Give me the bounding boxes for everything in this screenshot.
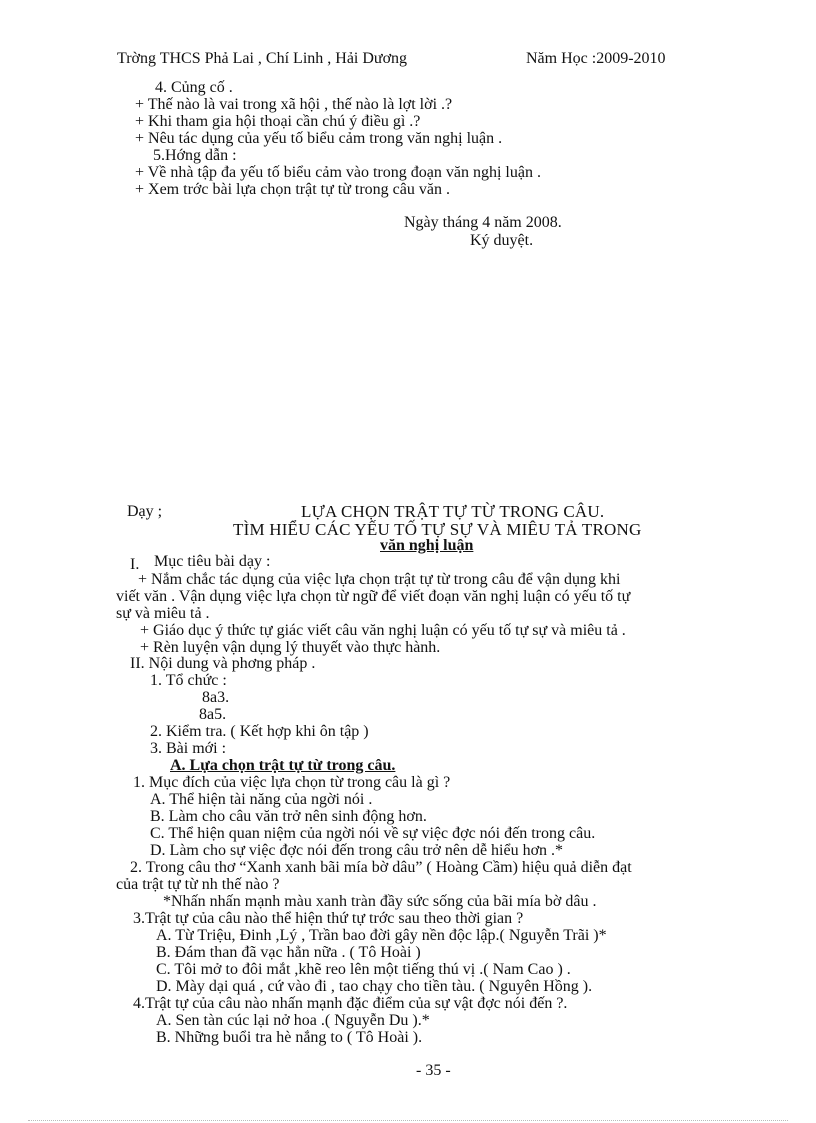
lesson-day: Dạy ; xyxy=(127,503,163,520)
question-3-option-a: A. Từ Triệu, Đinh ,Lý , Trần bao đời gây nền độc lập.( Nguyễn Trãi )* xyxy=(156,927,607,944)
objective-line: + Rèn luyện vận dụng lý thuyết vào thực hành. xyxy=(140,639,441,656)
question-3: 3.Trật tự của câu nào thể hiện thứ tự trớc sau theo thời gian ? xyxy=(133,910,524,927)
objectives-number: I. xyxy=(130,556,140,573)
question-3-option-b: B. Đám than đã vạc hẳn nữa . ( Tô Hoài ) xyxy=(156,944,421,961)
objective-line: + Giáo dục ý thức tự giác viết câu văn nghị luận có yếu tố tự sự và miêu tả . xyxy=(140,622,626,639)
review-item: + Nêu tác dụng của yếu tố biểu cảm trong văn nghị luận . xyxy=(135,130,503,147)
objective-line: viết văn . Vận dụng việc lựa chọn từ ngữ để viết đoạn văn nghị luận có yếu tố tự xyxy=(116,588,631,605)
question-4: 4.Trật tự của câu nào nhấn mạnh đặc điểm của sự vật đợc nói đến ?. xyxy=(133,995,568,1012)
review-item: + Khi tham gia hội thoại cần chú ý điều gì .? xyxy=(135,113,421,130)
question-3-option-d: D. Mày dại quá , cứ vào đi , tao chạy cho tiền tàu. ( Nguyên Hồng ). xyxy=(156,978,593,995)
question-4-option-b: B. Những buổi tra hè nắng to ( Tô Hoài ). xyxy=(156,1029,423,1046)
question-1-option-c: C. Thể hiện quan niệm của ngời nói về sự việc đợc nói đến trong câu. xyxy=(150,825,596,842)
class-8a3: 8a3. xyxy=(202,689,230,706)
section-a-heading: A. Lựa chọn trật tự từ trong câu. xyxy=(170,757,396,774)
question-2-answer: *Nhấn nhấn mạnh màu xanh tràn đầy sức sống của bãi mía bờ dâu . xyxy=(163,893,597,910)
lesson-title-line2: TÌM HIỂU CÁC YẾU TỐ TỰ SỰ VÀ MIÊU TẢ TRONG xyxy=(233,520,642,539)
guide-heading: 5.Hớng dẫn : xyxy=(153,147,237,164)
signature-date: Ngày tháng 4 năm 2008. xyxy=(404,214,562,231)
page-number: - 35 - xyxy=(416,1062,451,1079)
class-8a5: 8a5. xyxy=(199,706,227,723)
guide-item: + Về nhà tập đa yếu tố biểu cảm vào trong đoạn văn nghị luận . xyxy=(135,164,541,181)
content-heading: II. Nội dung và phơng pháp . xyxy=(130,655,316,672)
signature-approved: Ký duyệt. xyxy=(470,232,534,249)
question-3-option-c: C. Tôi mở to đôi mắt ,khẽ reo lên một tiếng thú vị .( Nam Cao ) . xyxy=(156,961,571,978)
lesson-title-line1: LỰA CHỌN TRẬT TỰ TỪ TRONG CÂU. xyxy=(301,502,605,521)
page-bottom-divider xyxy=(28,1120,788,1121)
question-4-option-a: A. Sen tàn cúc lại nở hoa .( Nguyễn Du ).* xyxy=(156,1012,430,1029)
org-heading: 1. Tổ chức : xyxy=(150,672,227,689)
objective-line: sự và miêu tả . xyxy=(116,605,210,622)
header-year: Năm Học :2009-2010 xyxy=(526,50,666,67)
objectives-heading: Mục tiêu bài dạy : xyxy=(154,553,271,570)
question-1-option-a: A. Thể hiện tài năng của ngời nói . xyxy=(150,791,373,808)
objective-line: + Nắm chắc tác dụng của việc lựa chọn trật tự từ trong câu để vận dụng khi xyxy=(138,571,621,588)
guide-item: + Xem trớc bài lựa chọn trật tự từ trong câu văn . xyxy=(135,181,450,198)
check-heading: 2. Kiểm tra. ( Kết hợp khi ôn tập ) xyxy=(150,723,369,740)
question-1-option-d: D. Làm cho sự việc đợc nói đến trong câu trở nên dễ hiểu hơn .* xyxy=(150,842,564,859)
review-item: + Thế nào là vai trong xã hội , thế nào là lợt lời .? xyxy=(135,96,453,113)
review-heading: 4. Củng cố . xyxy=(155,79,233,96)
question-2-line2: của trật tự từ nh thế nào ? xyxy=(116,876,280,893)
lesson-title-line3: văn nghị luận xyxy=(380,537,474,554)
new-lesson-heading: 3. Bài mới : xyxy=(150,740,227,757)
question-2-line1: 2. Trong câu thơ “Xanh xanh bãi mía bờ dâu” ( Hoàng Cầm) hiệu quả diễn đạt xyxy=(130,859,632,876)
question-1: 1. Mục đích của việc lựa chọn từ trong câu là gì ? xyxy=(133,774,451,791)
header-school: Trờng THCS Phả Lai , Chí Linh , Hải Dương xyxy=(117,50,408,67)
question-1-option-b: B. Làm cho câu văn trở nên sinh động hơn. xyxy=(150,808,427,825)
